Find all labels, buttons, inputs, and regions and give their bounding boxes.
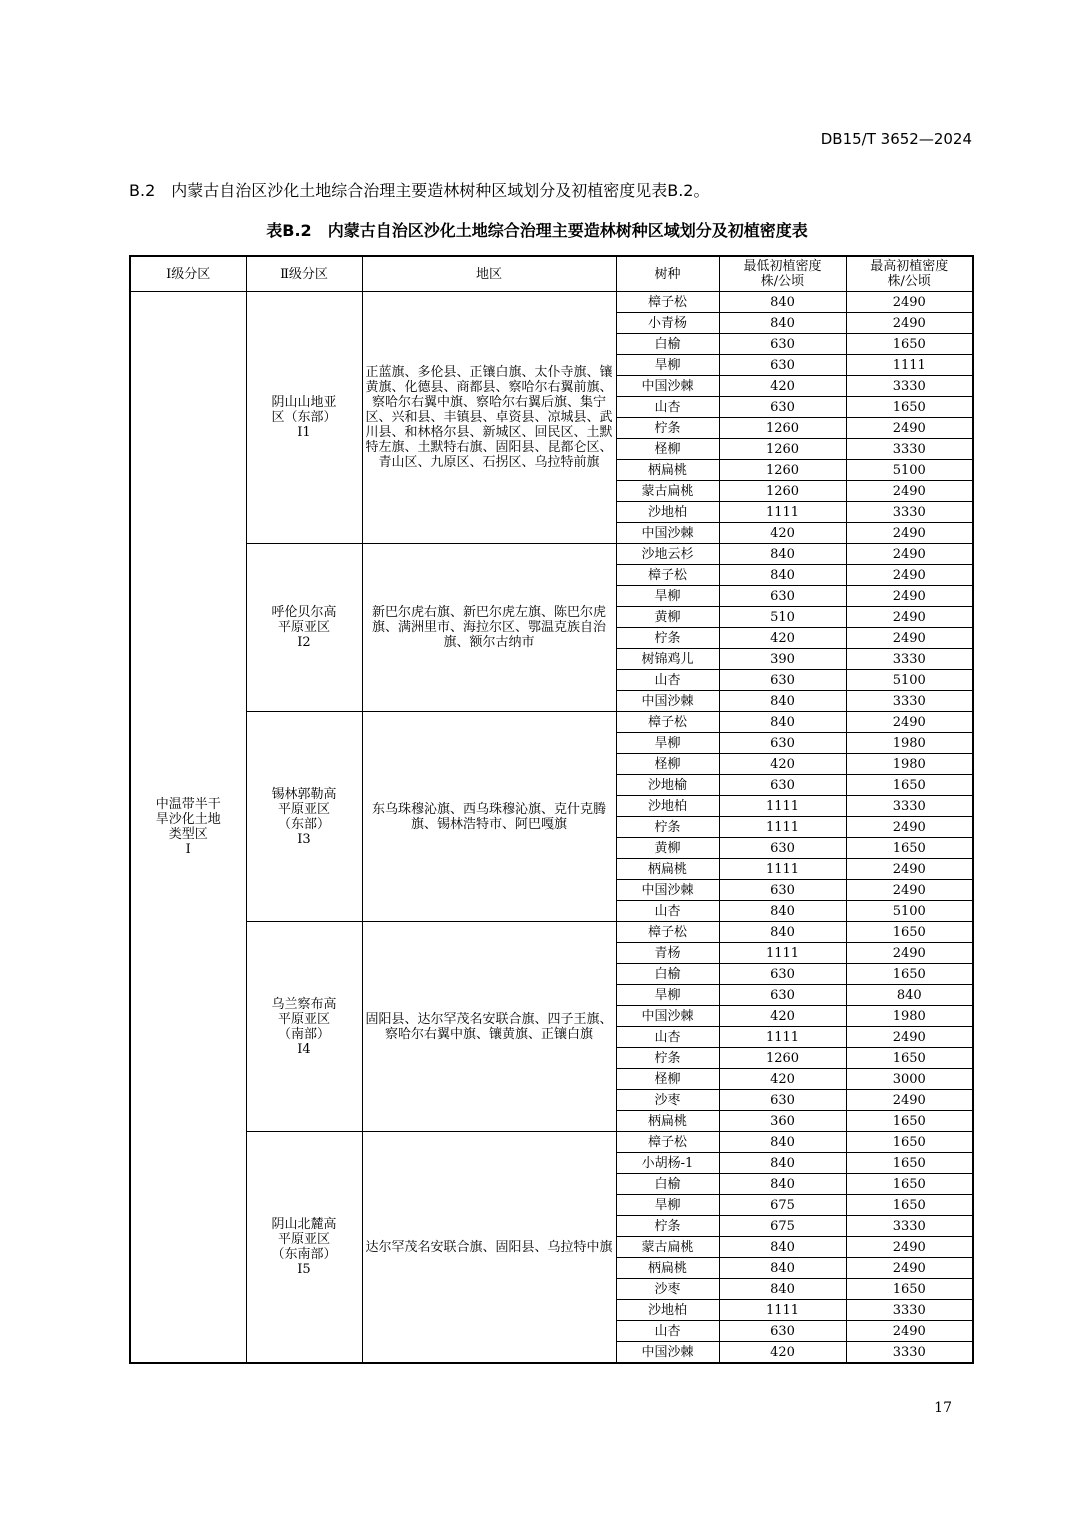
region-cell: 正蓝旗、多伦县、正镶白旗、太仆寺旗、镶黄旗、化德县、商都县、察哈尔右翼前旗、察哈尔右翼中旗、察哈尔右翼后旗、集宁区、兴和县、丰镇县、卓资县、凉城县、武川县、和林格尔县、新城区、回民区、土默特左旗、土默特右旗、固阳县、昆都仑区、青山区、九原区、石拐区、乌拉特前旗 (362, 292, 616, 544)
min-density-cell: 1111 (719, 859, 846, 880)
max-density-cell: 5100 (846, 460, 973, 481)
species-cell: 旱柳 (616, 985, 719, 1006)
max-density-cell: 1650 (846, 1111, 973, 1132)
min-density-cell: 840 (719, 922, 846, 943)
species-cell: 山杏 (616, 901, 719, 922)
max-density-cell: 1650 (846, 397, 973, 418)
species-cell: 白榆 (616, 1174, 719, 1195)
max-density-cell: 1980 (846, 1006, 973, 1027)
level2-subzone-cell: 呼伦贝尔高 平原亚区 Ⅰ2 (246, 544, 362, 712)
min-density-cell: 510 (719, 607, 846, 628)
species-cell: 柠条 (616, 1216, 719, 1237)
species-cell: 中国沙棘 (616, 880, 719, 901)
max-density-cell: 1650 (846, 775, 973, 796)
table-row (130, 544, 973, 565)
max-density-cell: 3330 (846, 1216, 973, 1237)
table-caption: 表B.2 内蒙古自治区沙化土地综合治理主要造林树种区域划分及初植密度表 (266, 221, 808, 240)
min-density-cell: 630 (719, 355, 846, 376)
min-density-cell: 675 (719, 1216, 846, 1237)
max-density-cell: 2490 (846, 418, 973, 439)
region-cell: 新巴尔虎右旗、新巴尔虎左旗、陈巴尔虎旗、满洲里市、海拉尔区、鄂温克族自治旗、额尔古纳市 (362, 544, 616, 712)
max-density-cell: 1650 (846, 334, 973, 355)
species-cell: 柽柳 (616, 439, 719, 460)
max-density-cell: 3330 (846, 796, 973, 817)
species-cell: 山杏 (616, 397, 719, 418)
min-density-cell: 1111 (719, 796, 846, 817)
table-header-row (130, 256, 973, 292)
max-density-cell: 1650 (846, 1153, 973, 1174)
species-cell: 蒙古扁桃 (616, 481, 719, 502)
max-density-cell: 2490 (846, 1258, 973, 1279)
species-cell: 蒙古扁桃 (616, 1237, 719, 1258)
max-density-cell: 2490 (846, 712, 973, 733)
min-density-cell: 840 (719, 1279, 846, 1300)
max-density-cell: 2490 (846, 1237, 973, 1258)
intro-paragraph: B.2 内蒙古自治区沙化土地综合治理主要造林树种区域划分及初植密度见表B.2。 (129, 181, 710, 200)
species-cell: 旱柳 (616, 586, 719, 607)
header-region: 地区 (362, 256, 616, 292)
max-density-cell: 1650 (846, 1195, 973, 1216)
max-density-cell: 2490 (846, 1090, 973, 1111)
min-density-cell: 420 (719, 754, 846, 775)
max-density-cell: 5100 (846, 901, 973, 922)
species-cell: 柄扁桃 (616, 460, 719, 481)
max-density-cell: 3330 (846, 502, 973, 523)
max-density-cell: 1650 (846, 1132, 973, 1153)
min-density-cell: 420 (719, 628, 846, 649)
species-cell: 山杏 (616, 1027, 719, 1048)
level2-subzone-cell: 锡林郭勒高 平原亚区 （东部） Ⅰ3 (246, 712, 362, 922)
species-cell: 沙枣 (616, 1090, 719, 1111)
species-cell: 沙地云杉 (616, 544, 719, 565)
max-density-cell: 3000 (846, 1069, 973, 1090)
species-cell: 柄扁桃 (616, 859, 719, 880)
species-cell: 沙地柏 (616, 1300, 719, 1321)
max-density-cell: 840 (846, 985, 973, 1006)
species-cell: 樟子松 (616, 565, 719, 586)
species-cell: 中国沙棘 (616, 1006, 719, 1027)
max-density-cell: 1650 (846, 1174, 973, 1195)
species-cell: 黄柳 (616, 838, 719, 859)
max-density-cell: 1111 (846, 355, 973, 376)
min-density-cell: 1260 (719, 481, 846, 502)
species-cell: 沙地柏 (616, 502, 719, 523)
min-density-cell: 630 (719, 670, 846, 691)
header-max-density: 最高初植密度 株/公顷 (846, 256, 973, 292)
max-density-cell: 2490 (846, 607, 973, 628)
max-density-cell: 2490 (846, 859, 973, 880)
min-density-cell: 420 (719, 376, 846, 397)
species-cell: 青杨 (616, 943, 719, 964)
species-cell: 柄扁桃 (616, 1111, 719, 1132)
species-cell: 樟子松 (616, 922, 719, 943)
max-density-cell: 2490 (846, 292, 973, 313)
species-cell: 柠条 (616, 1048, 719, 1069)
species-cell: 旱柳 (616, 1195, 719, 1216)
species-cell: 中国沙棘 (616, 691, 719, 712)
max-density-cell: 3330 (846, 649, 973, 670)
min-density-cell: 630 (719, 1090, 846, 1111)
min-density-cell: 630 (719, 334, 846, 355)
min-density-cell: 840 (719, 565, 846, 586)
min-density-cell: 1260 (719, 460, 846, 481)
min-density-cell: 630 (719, 397, 846, 418)
min-density-cell: 840 (719, 544, 846, 565)
species-cell: 沙地柏 (616, 796, 719, 817)
min-density-cell: 1111 (719, 817, 846, 838)
min-density-cell: 630 (719, 775, 846, 796)
min-density-cell: 1111 (719, 1300, 846, 1321)
region-cell: 固阳县、达尔罕茂名安联合旗、四子王旗、察哈尔右翼中旗、镶黄旗、正镶白旗 (362, 922, 616, 1132)
species-cell: 中国沙棘 (616, 523, 719, 544)
species-cell: 柠条 (616, 418, 719, 439)
max-density-cell: 1650 (846, 838, 973, 859)
min-density-cell: 840 (719, 901, 846, 922)
min-density-cell: 630 (719, 880, 846, 901)
max-density-cell: 2490 (846, 544, 973, 565)
table-row (130, 1132, 973, 1153)
species-cell: 白榆 (616, 964, 719, 985)
max-density-cell: 1980 (846, 733, 973, 754)
min-density-cell: 630 (719, 1321, 846, 1342)
species-cell: 沙地榆 (616, 775, 719, 796)
min-density-cell: 360 (719, 1111, 846, 1132)
min-density-cell: 1260 (719, 418, 846, 439)
min-density-cell: 630 (719, 586, 846, 607)
species-cell: 黄柳 (616, 607, 719, 628)
min-density-cell: 675 (719, 1195, 846, 1216)
max-density-cell: 2490 (846, 523, 973, 544)
species-cell: 白榆 (616, 334, 719, 355)
max-density-cell: 3330 (846, 1300, 973, 1321)
min-density-cell: 630 (719, 964, 846, 985)
max-density-cell: 1650 (846, 922, 973, 943)
min-density-cell: 840 (719, 1153, 846, 1174)
max-density-cell: 2490 (846, 817, 973, 838)
min-density-cell: 390 (719, 649, 846, 670)
min-density-cell: 630 (719, 838, 846, 859)
max-density-cell: 1650 (846, 1048, 973, 1069)
max-density-cell: 2490 (846, 1027, 973, 1048)
level2-subzone-cell: 阴山北麓高 平原亚区 （东南部） Ⅰ5 (246, 1132, 362, 1364)
species-cell: 中国沙棘 (616, 1342, 719, 1364)
max-density-cell: 1650 (846, 1279, 973, 1300)
species-cell: 柽柳 (616, 1069, 719, 1090)
max-density-cell: 2490 (846, 313, 973, 334)
max-density-cell: 2490 (846, 586, 973, 607)
min-density-cell: 420 (719, 1006, 846, 1027)
min-density-cell: 630 (719, 733, 846, 754)
min-density-cell: 630 (719, 985, 846, 1006)
min-density-cell: 1111 (719, 1027, 846, 1048)
species-cell: 中国沙棘 (616, 376, 719, 397)
max-density-cell: 1650 (846, 964, 973, 985)
max-density-cell: 2490 (846, 628, 973, 649)
level2-subzone-cell: 阴山山地亚 区（东部） Ⅰ1 (246, 292, 362, 544)
page-number: 17 (934, 1400, 952, 1416)
min-density-cell: 420 (719, 523, 846, 544)
max-density-cell: 2490 (846, 943, 973, 964)
min-density-cell: 1111 (719, 943, 846, 964)
species-cell: 树锦鸡儿 (616, 649, 719, 670)
species-cell: 沙枣 (616, 1279, 719, 1300)
header-level1: Ⅰ级分区 (130, 256, 246, 292)
max-density-cell: 3330 (846, 1342, 973, 1364)
max-density-cell: 2490 (846, 481, 973, 502)
max-density-cell: 3330 (846, 691, 973, 712)
species-cell: 樟子松 (616, 292, 719, 313)
max-density-cell: 2490 (846, 565, 973, 586)
document-code: DB15/T 3652—2024 (820, 130, 972, 148)
species-cell: 旱柳 (616, 355, 719, 376)
min-density-cell: 1260 (719, 439, 846, 460)
header-level2: Ⅱ级分区 (246, 256, 362, 292)
min-density-cell: 840 (719, 712, 846, 733)
table-row (130, 712, 973, 733)
table-row (130, 922, 973, 943)
species-cell: 旱柳 (616, 733, 719, 754)
level1-zone-cell: 中温带半干 旱沙化土地 类型区 Ⅰ (130, 292, 246, 1364)
species-cell: 柠条 (616, 817, 719, 838)
min-density-cell: 840 (719, 1132, 846, 1153)
species-cell: 樟子松 (616, 712, 719, 733)
min-density-cell: 840 (719, 1258, 846, 1279)
min-density-cell: 840 (719, 1237, 846, 1258)
species-cell: 小青杨 (616, 313, 719, 334)
level2-subzone-cell: 乌兰察布高 平原亚区 （南部） Ⅰ4 (246, 922, 362, 1132)
species-cell: 柄扁桃 (616, 1258, 719, 1279)
species-cell: 柽柳 (616, 754, 719, 775)
min-density-cell: 420 (719, 1342, 846, 1364)
header-min-density: 最低初植密度 株/公顷 (719, 256, 846, 292)
species-cell: 樟子松 (616, 1132, 719, 1153)
header-species: 树种 (616, 256, 719, 292)
max-density-cell: 3330 (846, 439, 973, 460)
max-density-cell: 2490 (846, 880, 973, 901)
species-cell: 小胡杨-1 (616, 1153, 719, 1174)
max-density-cell: 1980 (846, 754, 973, 775)
min-density-cell: 420 (719, 1069, 846, 1090)
min-density-cell: 1260 (719, 1048, 846, 1069)
max-density-cell: 5100 (846, 670, 973, 691)
min-density-cell: 840 (719, 691, 846, 712)
species-cell: 柠条 (616, 628, 719, 649)
species-density-table (129, 255, 974, 1364)
min-density-cell: 840 (719, 1174, 846, 1195)
region-cell: 达尔罕茂名安联合旗、固阳县、乌拉特中旗 (362, 1132, 616, 1364)
min-density-cell: 1111 (719, 502, 846, 523)
species-cell: 山杏 (616, 670, 719, 691)
table-row (130, 292, 973, 313)
species-cell: 山杏 (616, 1321, 719, 1342)
region-cell: 东乌珠穆沁旗、西乌珠穆沁旗、克什克腾旗、锡林浩特市、阿巴嘎旗 (362, 712, 616, 922)
max-density-cell: 2490 (846, 1321, 973, 1342)
min-density-cell: 840 (719, 313, 846, 334)
max-density-cell: 3330 (846, 376, 973, 397)
min-density-cell: 840 (719, 292, 846, 313)
